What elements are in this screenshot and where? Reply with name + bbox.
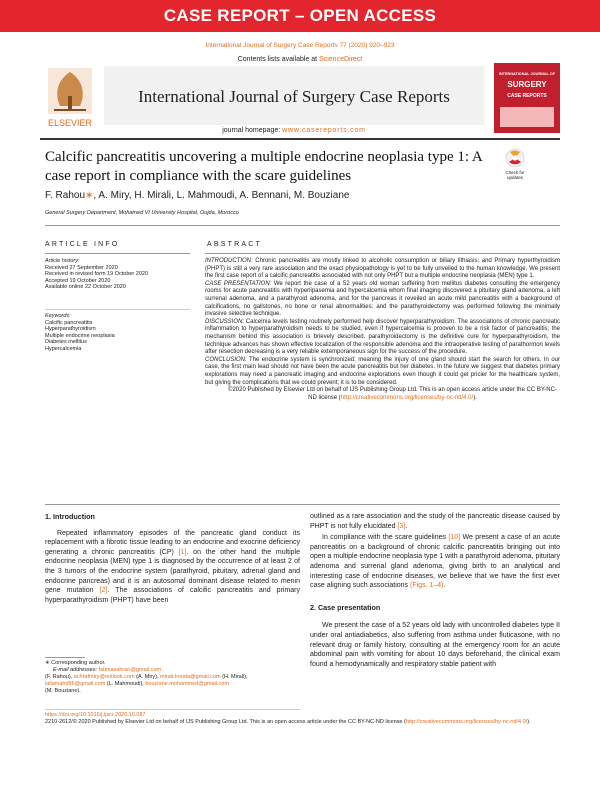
abstract-case — [205, 281, 560, 319]
email-link[interactable]: achrafmiry@outlook.com — [73, 674, 135, 680]
email-link[interactable]: mirali.houda@gmail.com — [160, 674, 221, 680]
keyword-item: Hypercalcemia — [45, 345, 82, 352]
history-item: Received in revised form 19 October 2020 — [45, 271, 149, 278]
abstract-copyright — [205, 387, 560, 402]
reference-link[interactable]: [3] — [397, 522, 406, 530]
right-column — [310, 512, 560, 669]
journal-cover-image — [494, 63, 560, 133]
affiliation: General Surgery Department, Mohamed VI University Hospital, Oujda, Morocco — [45, 210, 239, 216]
journal-title: International Journal of Surgery Case Reports — [138, 87, 450, 106]
license-text: 2210-2612/© 2020 Published by Elsevier Ltd on behalf of IJS Publishing Group Ltd. This is an open access article under the CC BY-NC-ND license ( — [45, 719, 406, 725]
keyword-item: Calcific pancreatitis — [45, 319, 93, 326]
email-line — [45, 667, 300, 674]
intro-text: Chronic pancreatitis are mostly linked to alcoholic consumption or biliary lithiasis; and Primary hyperthyroidism (PHPT) is still a very rare association and the exact physiopathology is yet to be fully unveiled to the human knowledge. We present the first case report of a calcific pancreatitis associated with not only PHPT but a multiple endocrine neoplasia (MEN) type 1. — [205, 258, 560, 280]
intro-label: INTRODUCTION: — [205, 258, 253, 264]
copyright-text: ©2020 Published by Elsevier Ltd on behalf of IJS Publishing Group Ltd. This is an open access article under the CC BY-NC-ND license ( — [228, 387, 557, 401]
abstract-discussion — [205, 319, 560, 357]
case-presentation-heading: 2. Case presentation — [310, 602, 381, 612]
info-divider — [45, 309, 190, 310]
right-paragraph-1 — [310, 512, 560, 531]
introduction-heading: 1. Introduction — [45, 512, 95, 521]
license-end: ). — [527, 719, 531, 725]
first-author[interactable]: F. Rahou — [45, 190, 86, 201]
elsevier-logo — [40, 66, 100, 132]
history-item: Available online 22 October 2020 — [45, 284, 126, 291]
intro-text-b: . on the other hand the multiple endocrine neoplasia (MEN) type 1 is diagnosed by the occurrence of at least 2 of the 3 tumors of the endocrine system (parathyroid, pituitary, adrenal gland and endocrine pancreas) and it is an autosomal dominant disease related to menin gene mutation — [45, 548, 300, 595]
email-line — [45, 681, 300, 688]
case-label: CASE PRESENTATION: — [205, 280, 272, 287]
abstract-body — [205, 258, 560, 402]
info-rule — [45, 253, 190, 254]
article-title: Calcific pancreatitis uncovering a multiple endocrine neoplasia type 1: A case report in compliance with the scare guidelines — [45, 149, 482, 184]
journal-header — [40, 53, 560, 135]
check-for-updates-label: Check for updates — [505, 170, 525, 180]
svg-text:SURGERY: SURGERY — [507, 80, 547, 89]
keywords-label: Keywords: — [45, 313, 71, 319]
email-line: (M. Bouziane). — [45, 688, 81, 694]
email-link[interactable]: bouziane.mohammed@gmail.com — [145, 681, 229, 687]
discussion-text: Calcemia levels testing routinely performed help discover hyperparathyroidism. The associations of chronic pancreatic inflammation to hyperparathyroidism needs to be studied, even if hypercalcemia is prooven to be a risk factor of pancreatitis; the mechanism behind this association is brievely described. parathyroidectomy is the definitive cure for hyperparathyroidism, the technique advances has shown effective localization of the responsible adenoma and the intraoperative testing of parathormon levels after resection decreasing is a very reliable extemporaneous sign for the success of the procedure. — [205, 318, 560, 356]
contents-line — [40, 56, 560, 63]
right-text-d: We present a case of an acute pancreatitis on a background of chronic calcific pancreatitis bringing out into open a multiple endocrine neoplasia type 1 with a parathyroid adenoma, pituitary adenoma and surrenal gland adenoma, giving birth to an analytical and interesting case of endocrine diseases, we believe that we have the first ever case aligning such associations — [310, 534, 561, 590]
email-link[interactable]: fatimazahrao@gmail.com — [98, 667, 161, 673]
reference-link[interactable]: [2] — [99, 587, 108, 595]
homepage-prefix: journal homepage: — [222, 127, 283, 134]
discussion-label: DISCUSSION: — [205, 318, 245, 325]
check-for-updates-badge[interactable] — [500, 148, 530, 184]
license-link[interactable]: http://creativecommons.org/licenses/by-nc-nd/4.0/ — [405, 719, 528, 725]
conclusion-label: CONCLUSION: — [205, 356, 247, 363]
abstract-introduction — [205, 258, 560, 281]
bottom-rule — [45, 709, 300, 710]
right-paragraph-2 — [310, 533, 560, 591]
email-label: E-mail addresses: — [53, 667, 99, 673]
history-item: Accepted 19 October 2020 — [45, 277, 111, 284]
keywords — [45, 313, 115, 353]
body-rule — [45, 504, 560, 505]
crossmark-icon — [500, 148, 530, 170]
svg-text:CASE REPORTS: CASE REPORTS — [507, 93, 547, 99]
intro-text-c: . The associations of calcific pancreatitis and primary hyperparathyroidism (PHPT) have been — [45, 587, 301, 604]
copyright-end: ). — [473, 394, 477, 401]
license-statement — [45, 719, 560, 726]
journal-citation-link[interactable]: International Journal of Surgery Case Reports 77 (2020) 920–923 — [205, 42, 395, 49]
other-authors: , A. Miry, H. Mirali, L. Mahmoudi, A. Bennani, M. Bouziane — [93, 190, 350, 201]
author-list — [45, 190, 349, 201]
email-owner: (L. Mahmoudi), — [105, 681, 146, 687]
email-link[interactable]: lallamahd96@gmail.com — [45, 681, 106, 687]
article-info-heading: ARTICLE INFO — [45, 241, 120, 248]
abstract-conclusion — [205, 357, 560, 387]
right-text-a: outlined as a rare association and the study of the pancreatic disease caused by PHPT is not fully elucidated — [310, 513, 560, 530]
email-owner: (F. Rahou), — [45, 674, 74, 680]
history-label: Article history: — [45, 258, 80, 264]
email-owner: (H. Mirali), — [220, 674, 248, 680]
conclusion-text: The endocrine system is synchronized; meaning the injury of one gland should start the search for others. In our case, the first main lead should not have been the acute pancreatitis but her diabetes. In the future we suggest that diabetes primary explorations may need a pancreatic imaging and endocrine explorations even though it could get pricier for the healthcare system, but giving the complications that we could prevent; it is to be considered. — [205, 356, 560, 386]
publication-footer — [45, 712, 560, 726]
email-line — [45, 674, 300, 681]
case-report-banner: CASE REPORT – OPEN ACCESS — [0, 0, 600, 32]
footnote-rule — [45, 657, 85, 658]
license-link[interactable]: http://creativecommons.org/licenses/by-nc-nd/4.0/ — [340, 394, 474, 401]
homepage-link[interactable]: www.casereports.com — [282, 127, 366, 134]
case-paragraph: We present the case of a 52 years old lady with uncontrolled diabetes type II under oral antiadiabetics, also suffering from asthma under fluticasone, with no relevant drug or family history, consulting at the emergency room for an acute abdominal pain with vomiting for about 10 days beforehand, the clinical exam found a hemodynamically and respiratory stable patient with — [310, 622, 560, 668]
keyword-item: Diabetes mellitus — [45, 339, 87, 346]
right-text-c: In compliance with the scare guidelines — [322, 534, 449, 542]
left-column — [45, 512, 300, 605]
corresponding-author-note: ∗ Corresponding author. — [45, 660, 106, 666]
right-text-b: . — [405, 522, 408, 530]
figures-link[interactable]: (Figs. 1–4) — [410, 582, 444, 590]
cover-graphic — [494, 63, 560, 133]
svg-text:INTERNATIONAL JOURNAL OF: INTERNATIONAL JOURNAL OF — [498, 72, 556, 76]
sciencedirect-link[interactable]: ScienceDirect — [319, 56, 363, 63]
contents-prefix: Contents lists available at — [237, 56, 320, 63]
right-text-e: . — [443, 582, 446, 590]
journal-homepage — [104, 127, 484, 134]
reference-link[interactable]: [10] — [448, 534, 461, 542]
case-text: We report the case of a 52 years old woman suffering from mellitus diabetes consulting the emergency rooms for acute pancreatitis with hyperlipasemia and hypercalcemia whom final imaging discovered a pituitary gland adenoma, a left surrenal adenoma, and a parathyroid adenoma, and for the pancreas it reveiled an acute mild pancreatitis with a background of calcifications, no gallstones, no bone or renal abnormalities; and the parathyroidectomy was performed following the minimally invasive selective technique. — [205, 280, 560, 318]
elsevier-wordmark: ELSEVIER — [47, 118, 93, 128]
history-item: Received 27 September 2020 — [45, 264, 118, 271]
corresponding-author-mark[interactable]: ∗ — [85, 190, 94, 201]
author-footnote — [45, 660, 300, 695]
article-history — [45, 258, 148, 291]
doi-link[interactable]: https://doi.org/10.1016/j.ijscr.2020.10.087 — [45, 712, 146, 718]
abstract-rule — [205, 253, 560, 254]
keyword-item: Multiple endocrine neoplasia — [45, 332, 115, 339]
reference-link[interactable]: [1] — [178, 548, 187, 556]
title-rule — [45, 225, 560, 226]
intro-text-a: Repeated inflammatory episodes of the pancreatic gland conduct its replacement with a fibrotic tissue leading to an endocrine and exocrine deficiency generating a chronic pancreatitis (CP) — [45, 529, 300, 556]
keyword-item: Hyperparathyroidism — [45, 326, 96, 333]
email-owner: (A. Miry), — [134, 674, 161, 680]
introduction-paragraph — [45, 529, 300, 606]
header-rule — [40, 138, 560, 140]
abstract-heading: ABSTRACT — [207, 241, 262, 248]
